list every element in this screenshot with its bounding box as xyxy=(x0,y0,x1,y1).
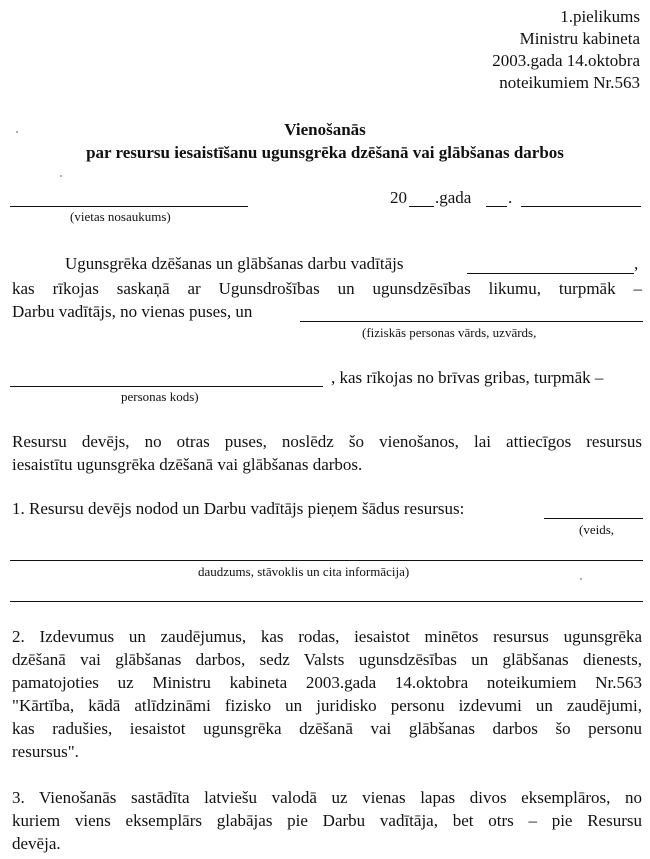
clause-2-line-6: resursus". xyxy=(12,742,79,761)
scan-speck xyxy=(60,175,62,177)
intro-line-3: Darbu vadītājs, no vienas puses, un xyxy=(12,302,253,321)
resource-details-blank-line-2 xyxy=(10,601,643,602)
person-name-caption: (fiziskās personas vārds, uzvārds, xyxy=(362,325,537,340)
clause-1-text: 1. Resursu devējs nodod un Darbu vadītājs pieņem šādus resursus: xyxy=(12,499,465,518)
resource-type-caption: (veids, xyxy=(579,522,615,537)
resource-giver-line-2: iesaistītu ugunsgrēka dzēšanā vai glābšanas darbos. xyxy=(12,455,363,474)
scan-speck xyxy=(580,578,582,580)
resource-details-blank-line-1 xyxy=(10,560,643,561)
resource-type-blank-line xyxy=(544,518,643,519)
personal-code-caption: personas kods) xyxy=(121,389,199,404)
month-blank-line xyxy=(521,206,641,207)
year-blank-line xyxy=(409,206,434,207)
resource-giver-line-1: Resursu devējs, no otras puses, noslēdz šo vienošanos, lai attiecīgos resursus xyxy=(12,432,642,451)
annex-line-1: 1.pielikums xyxy=(560,7,640,26)
scan-speck xyxy=(16,131,18,133)
annex-line-4: noteikumiem Nr.563 xyxy=(499,73,640,92)
clause-2-line-4: "Kārtība, kādā atlīdzināmi fizisko un juridisko personu izdevumi un zaudējumi, xyxy=(12,696,642,715)
clause-2-line-1: 2. Izdevumus un zaudējumus, kas rodas, iesaistot minētos resursus ugunsgrēka xyxy=(12,627,642,646)
year-prefix: 20 xyxy=(390,188,407,207)
intro-line-1-comma: , xyxy=(634,254,639,273)
day-blank-line xyxy=(486,206,507,207)
intro-line-4: , kas rīkojas no brīvas gribas, turpmāk – xyxy=(331,368,604,387)
clause-2-line-3: pamatojoties uz Ministru kabineta 2003.gada 14.oktobra noteikumiem Nr.563 xyxy=(12,673,642,692)
annex-line-2: Ministru kabineta xyxy=(519,29,640,48)
resource-details-caption: daudzums, stāvoklis un cita informācija) xyxy=(198,564,410,579)
title-line-1: Vienošanās xyxy=(284,120,366,139)
clause-2-line-5: kas radušies, iesaistot ugunsgrēka dzēšanā vai glābšanas darbos šo personu xyxy=(12,719,642,738)
clause-3-line-3: devēja. xyxy=(12,834,61,853)
person-name-blank-line xyxy=(300,321,643,322)
place-caption: (vietas nosaukums) xyxy=(70,209,171,224)
manager-name-blank-line xyxy=(467,273,634,274)
clause-3-line-1: 3. Vienošanās sastādīta latviešu valodā uz vienas lapas divos eksemplāros, no xyxy=(12,788,642,807)
day-suffix: . xyxy=(508,188,513,207)
clause-2-line-2: dzēšanā vai glābšanas darbos, sedz Valsts ugunsdzēsības un glābšanas dienests, xyxy=(12,650,642,669)
annex-line-3: 2003.gada 14.oktobra xyxy=(492,51,640,70)
personal-code-blank-line xyxy=(10,386,323,387)
intro-line-1: Ugunsgrēka dzēšanas un glābšanas darbu vadītājs xyxy=(65,254,404,273)
year-suffix: .gada xyxy=(435,188,472,207)
title-line-2: par resursu iesaistīšanu ugunsgrēka dzēšanā vai glābšanas darbos xyxy=(86,143,564,162)
clause-3-line-2: kuriem viens eksemplārs glabājas pie Darbu vadītāja, bet otrs – pie Resursu xyxy=(12,811,642,830)
place-blank-line xyxy=(10,206,248,207)
intro-line-2: kas rīkojas saskaņā ar Ugunsdrošības un ugunsdzēsības likumu, turpmāk – xyxy=(12,279,642,298)
